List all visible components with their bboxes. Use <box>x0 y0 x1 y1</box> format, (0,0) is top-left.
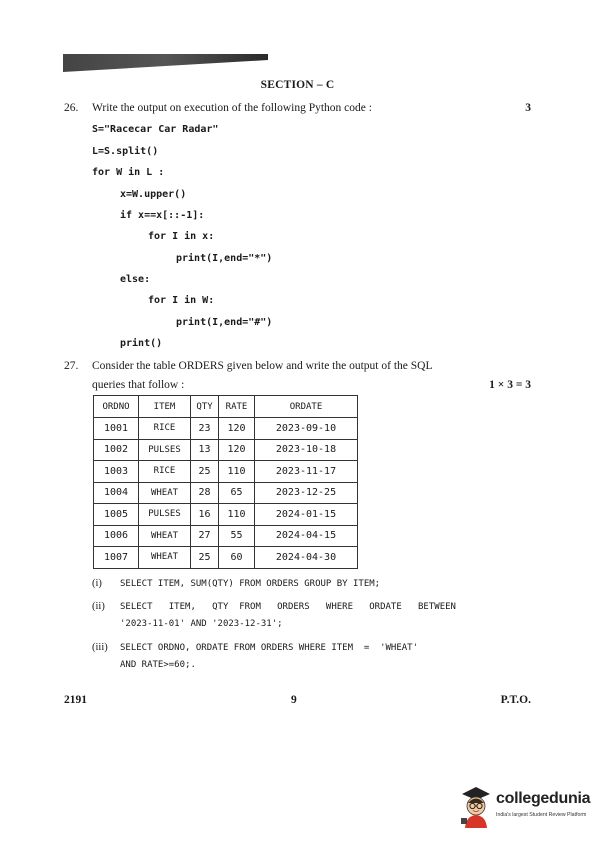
logo-brand-text: collegedunia <box>496 790 591 807</box>
table-cell: 1007 <box>94 547 139 569</box>
table-row <box>94 525 358 547</box>
table-cell: 1003 <box>94 461 139 483</box>
column-header: ORDATE <box>255 396 358 418</box>
table-cell: 1001 <box>94 418 139 440</box>
table-row <box>94 418 358 440</box>
q26-marks: 3 <box>525 102 531 114</box>
table-cell: 1002 <box>94 439 139 461</box>
table-cell: 2023-10-18 <box>255 439 358 461</box>
table-cell: 27 <box>191 525 219 547</box>
mascot-icon <box>458 782 494 830</box>
sql-query-line: AND RATE>=60;. <box>120 660 196 670</box>
sql-query-line: SELECT ITEM, QTY FROM ORDERS WHERE ORDATE BETWEEN <box>120 602 456 612</box>
code-line: for W in L : <box>92 167 165 178</box>
table-cell: 2024-04-30 <box>255 547 358 569</box>
subpart-label: (iii) <box>92 642 108 653</box>
q26-text: Write the output on execution of the following Python code : <box>92 102 372 114</box>
table-cell: PULSES <box>139 439 191 461</box>
code-line: L=S.split() <box>92 146 159 157</box>
table-cell: 16 <box>191 504 219 526</box>
sql-query-line: SELECT ITEM, SUM(QTY) FROM ORDERS GROUP BY ITEM; <box>120 579 381 589</box>
table-cell: 2023-12-25 <box>255 482 358 504</box>
table-cell: 2023-11-17 <box>255 461 358 483</box>
column-header: QTY <box>191 396 219 418</box>
code-line: print() <box>120 338 163 349</box>
table-cell: 60 <box>219 547 255 569</box>
page-number: 9 <box>291 694 297 706</box>
code-line: print(I,end="#") <box>176 317 273 328</box>
table-row <box>94 439 358 461</box>
table-cell: 1004 <box>94 482 139 504</box>
table-cell: 65 <box>219 482 255 504</box>
table-cell: 120 <box>219 439 255 461</box>
paper-code: 2191 <box>64 694 87 706</box>
sql-query-line: '2023-11-01' AND '2023-12-31'; <box>120 619 283 629</box>
code-line: print(I,end="*") <box>176 253 273 264</box>
table-cell: WHEAT <box>139 547 191 569</box>
column-header: ITEM <box>139 396 191 418</box>
table-cell: 110 <box>219 504 255 526</box>
sql-query-line: SELECT ORDNO, ORDATE FROM ORDERS WHERE ITEM = 'WHEAT' <box>120 643 419 653</box>
table-cell: RICE <box>139 461 191 483</box>
table-header-row <box>94 396 358 418</box>
table-cell: 1005 <box>94 504 139 526</box>
subpart-label: (i) <box>92 578 102 589</box>
table-cell: 2024-04-15 <box>255 525 358 547</box>
q27-text-line2: queries that follow : <box>92 379 185 391</box>
code-line: else: <box>120 274 151 285</box>
table-cell: 2023-09-10 <box>255 418 358 440</box>
pto-label: P.T.O. <box>500 694 531 706</box>
table-cell: 25 <box>191 547 219 569</box>
table-cell: 110 <box>219 461 255 483</box>
table-cell: 120 <box>219 418 255 440</box>
table-row <box>94 482 358 504</box>
q27-marks: 1 × 3 = 3 <box>489 379 531 391</box>
header-bar <box>63 54 268 72</box>
code-line: for I in x: <box>148 231 215 242</box>
code-line: if x==x[::-1]: <box>120 210 205 221</box>
logo-tagline: India's largest Student Review Platform <box>496 812 587 818</box>
table-cell: 25 <box>191 461 219 483</box>
table-cell: 23 <box>191 418 219 440</box>
table-row <box>94 461 358 483</box>
q27-text-line1: Consider the table ORDERS given below and write the output of the SQL <box>92 360 433 372</box>
table-cell: PULSES <box>139 504 191 526</box>
orders-table <box>93 395 358 569</box>
table-cell: 55 <box>219 525 255 547</box>
table-cell: WHEAT <box>139 482 191 504</box>
table-cell: WHEAT <box>139 525 191 547</box>
table-row <box>94 504 358 526</box>
table-cell: 2024-01-15 <box>255 504 358 526</box>
code-line: for I in W: <box>148 295 215 306</box>
code-line: S="Racecar Car Radar" <box>92 124 219 135</box>
column-header: ORDNO <box>94 396 139 418</box>
table-cell: 28 <box>191 482 219 504</box>
table-cell: RICE <box>139 418 191 440</box>
code-line: x=W.upper() <box>120 189 187 200</box>
q27-number: 27. <box>64 360 79 372</box>
column-header: RATE <box>219 396 255 418</box>
subpart-label: (ii) <box>92 601 105 612</box>
table-cell: 13 <box>191 439 219 461</box>
table-cell: 1006 <box>94 525 139 547</box>
table-row <box>94 547 358 569</box>
q26-number: 26. <box>64 102 79 114</box>
section-title: SECTION – C <box>260 79 335 91</box>
collegedunia-logo <box>458 782 591 830</box>
